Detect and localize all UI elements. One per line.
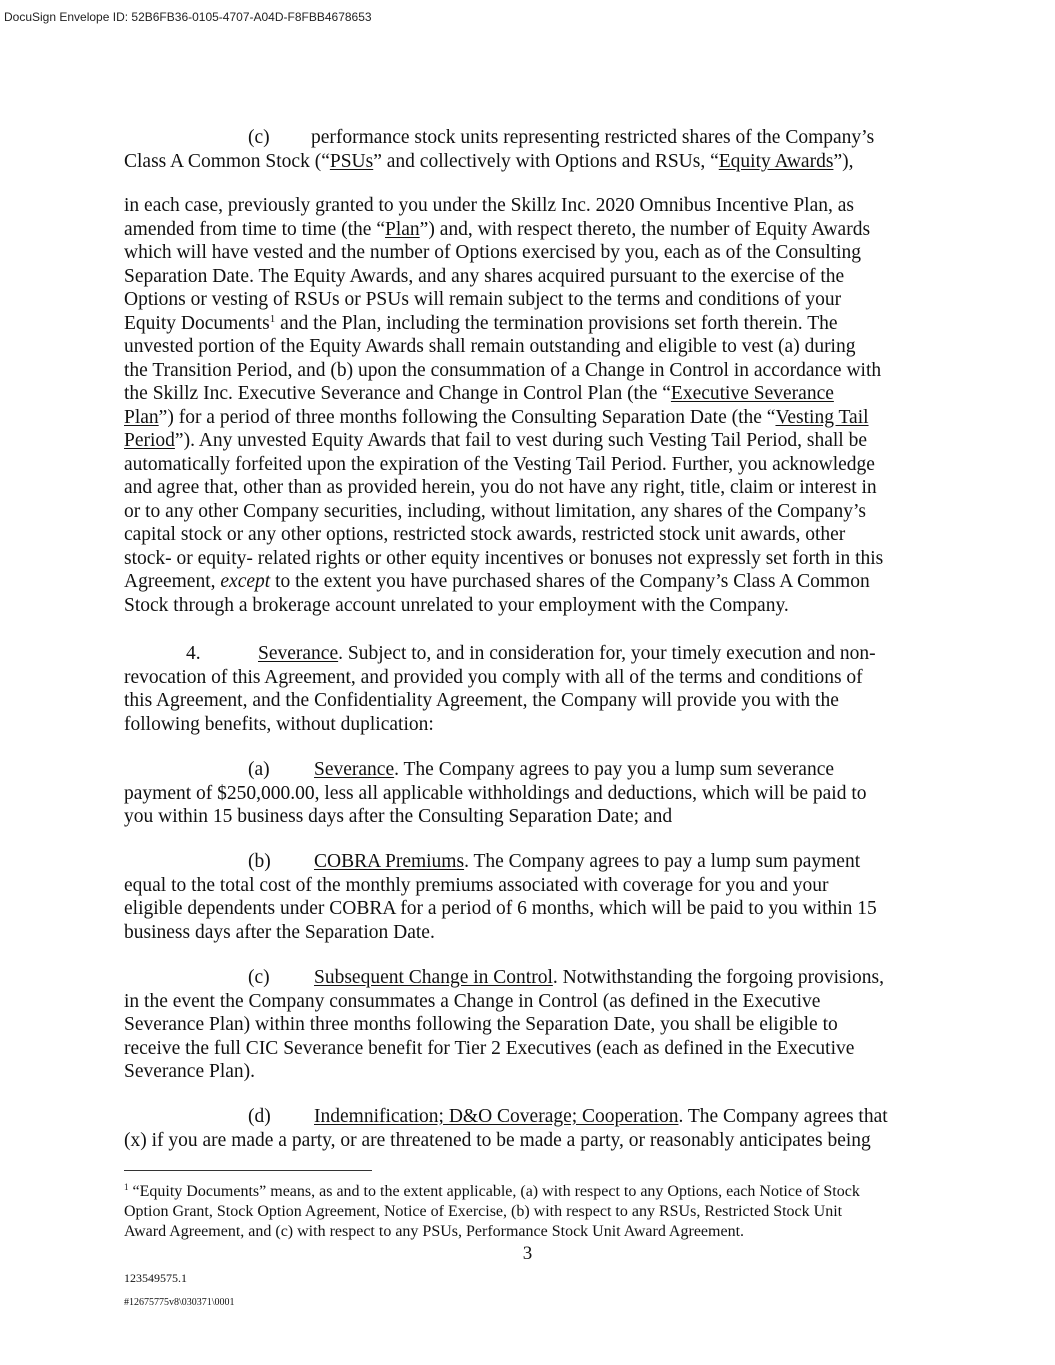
text-line	[124, 990, 884, 1014]
text-line	[124, 335, 883, 359]
text-run: ”). Any unvested Equity Awards that fail to vest during such Vesting Tail Period, shall be	[174, 430, 867, 451]
paragraph-label: (d)	[248, 1106, 271, 1127]
text-run: eligible dependents under COBRA for a period of 6 months, which will be paid to you within 15	[124, 898, 877, 919]
text-run: . Notwithstanding the forgoing provisions,	[552, 967, 884, 988]
defined-term: Subsequent Change in Control	[314, 967, 553, 988]
text-run: equal to the total cost of the monthly premiums associated with coverage for you and your	[124, 874, 829, 896]
text-run: (x) if you are made a party, or are threatened to be made a party, or reasonably anticipates being	[124, 1129, 871, 1151]
text-run: the Skillz Inc. Executive Severance and Change in Control Plan (the “	[124, 383, 671, 404]
defined-term: Executive Severance	[670, 383, 834, 404]
text-run: ”) and, with respect thereto, the number of Equity Awards	[419, 218, 871, 240]
text-line	[124, 194, 883, 218]
paragraph	[124, 642, 876, 736]
text-run: capital stock or any other options, restricted stock awards, restricted stock unit awards, other	[124, 524, 846, 545]
text-line	[124, 241, 883, 265]
text-run: Severance Plan) within three months following the Separation Date, you shall be eligible to	[124, 1014, 838, 1035]
text-line	[124, 758, 867, 782]
text-run: Equity Documents	[124, 312, 270, 334]
text-line	[124, 570, 883, 594]
text-run: amended from time to time (the “	[124, 218, 385, 240]
footnote-divider	[124, 1170, 372, 1171]
paragraph-label: (a)	[248, 759, 270, 780]
defined-term: Severance	[314, 759, 395, 780]
text-line	[124, 476, 883, 500]
text-run: and agree that, other than as provided herein, you do not have any right, title, claim or interest in	[124, 477, 877, 498]
paragraph	[124, 966, 884, 1084]
text-line	[124, 429, 883, 453]
text-line	[124, 666, 876, 690]
text-line	[124, 312, 883, 336]
text-line	[124, 406, 883, 430]
text-line	[124, 805, 867, 829]
text-line	[124, 642, 876, 666]
text-run: Option Grant, Stock Option Agreement, Notice of Exercise, (b) with respect to any RSUs, Restricted Stock Unit	[124, 1203, 843, 1220]
text-run: revocation of this Agreement, and provided you comply with all of the terms and conditions of	[124, 666, 863, 688]
text-run: ” and collectively with Options and RSUs, “	[373, 150, 719, 172]
text-run: Options or vesting of RSUs or PSUs will remain subject to the terms and conditions of your	[124, 289, 842, 310]
text-run: ”) for a period of three months following the Consulting Separation Date (the “	[158, 406, 776, 428]
text-line	[124, 218, 883, 242]
text-line	[124, 500, 883, 524]
page-number: 3	[522, 1243, 533, 1264]
document-reference: #12675775v8\030371\0001	[124, 1297, 235, 1308]
text-run: following benefits, without duplication:	[124, 713, 434, 735]
text-line	[124, 1060, 884, 1084]
text-run: Agreement,	[124, 571, 221, 592]
text-line	[124, 1129, 888, 1153]
text-run: stock- or equity- related rights or other equity incentives or bonuses not expressly set forth in this	[124, 547, 884, 569]
text-run: Severance Plan).	[124, 1061, 256, 1082]
text-run: and the Plan, including the termination provisions set forth therein. The	[275, 312, 838, 334]
text-line	[124, 897, 877, 921]
defined-term: COBRA Premiums	[314, 851, 465, 872]
text-run: Class A Common Stock (“	[124, 150, 330, 172]
text-line	[124, 850, 877, 874]
text-run: in each case, previously granted to you under the Skillz Inc. 2020 Omnibus Incentive Plan, as	[124, 195, 854, 216]
paragraph	[124, 194, 883, 617]
paragraph-label: (c)	[248, 967, 270, 988]
text-line	[124, 1105, 888, 1129]
text-line	[124, 874, 877, 898]
text-line	[124, 1013, 884, 1037]
text-run: ”),	[833, 150, 854, 172]
defined-term: Equity Awards	[718, 150, 834, 172]
defined-term: Plan	[385, 218, 420, 240]
footnote	[124, 1182, 860, 1242]
text-line	[124, 150, 874, 174]
text-run: which will have vested and the number of Options exercised by you, each as of the Consulting	[124, 242, 862, 263]
text-run: . The Company agrees that	[678, 1106, 888, 1127]
paragraph	[124, 126, 874, 173]
paragraph-label: (c)	[248, 127, 270, 148]
text-run: performance stock units representing restricted shares of the Company’s	[311, 127, 875, 148]
text-line	[124, 921, 877, 945]
text-line	[124, 453, 883, 477]
text-run: automatically forfeited upon the expiration of the Vesting Tail Period. Further, you acknowledge	[124, 453, 875, 475]
document-id: 123549575.1	[124, 1271, 187, 1285]
footnote-marker: 1	[124, 1182, 129, 1192]
text-run: this Agreement, and the Confidentiality Agreement, the Company will provide you with the	[124, 690, 839, 711]
text-line	[124, 126, 874, 150]
text-run: . Subject to, and in consideration for, your timely execution and non-	[338, 643, 876, 664]
paragraph	[124, 758, 867, 829]
text-line	[124, 713, 876, 737]
text-line	[124, 547, 883, 571]
text-line	[124, 1222, 860, 1242]
emphasis-text: except	[220, 571, 271, 592]
text-run: you within 15 business days after the Consulting Separation Date; and	[124, 806, 673, 827]
defined-term: Plan	[124, 406, 159, 428]
text-line	[124, 1182, 860, 1202]
text-run: the Transition Period, and (b) upon the consummation of a Change in Control in accordance with	[124, 359, 882, 381]
defined-term: Severance	[258, 643, 339, 664]
text-run: Award Agreement, and (c) with respect to any PSUs, Performance Stock Unit Award Agreement.	[124, 1223, 745, 1240]
defined-term: PSUs	[329, 150, 374, 172]
paragraph	[124, 850, 877, 944]
defined-term: Period	[124, 430, 175, 451]
text-run: “Equity Documents” means, as and to the extent applicable, (a) with respect to any Options, each Notice of Stock	[128, 1183, 860, 1200]
paragraph-label: (b)	[248, 851, 271, 872]
text-line	[124, 782, 867, 806]
text-run: . The Company agrees to pay a lump sum payment	[464, 851, 861, 872]
defined-term: Vesting Tail	[775, 406, 869, 428]
text-run: in the event the Company consummates a Change in Control (as defined in the Executive	[124, 990, 821, 1012]
text-line	[124, 288, 883, 312]
paragraph	[124, 1105, 888, 1152]
text-line	[124, 966, 884, 990]
text-run: receive the full CIC Severance benefit for Tier 2 Executives (each as defined in the Executive	[124, 1037, 855, 1059]
footnote-marker: 1	[269, 312, 276, 325]
text-run: . The Company agrees to pay you a lump sum severance	[394, 759, 835, 780]
text-line	[124, 594, 883, 618]
text-line	[124, 359, 883, 383]
text-line	[124, 265, 883, 289]
text-run: Stock through a brokerage account unrelated to your employment with the Company.	[124, 594, 789, 616]
text-line	[124, 523, 883, 547]
text-line	[124, 689, 876, 713]
text-run: business days after the Separation Date.	[124, 921, 435, 943]
defined-term: Indemnification; D&O Coverage; Cooperation	[314, 1106, 679, 1127]
text-line	[124, 382, 883, 406]
text-run: to the extent you have purchased shares of the Company’s Class A Common	[270, 571, 870, 592]
text-run: unvested portion of the Equity Awards shall remain outstanding and eligible to vest (a) during	[124, 336, 856, 357]
paragraph-label: 4.	[186, 643, 201, 664]
text-run: Separation Date. The Equity Awards, and any shares acquired pursuant to the exercise of the	[124, 265, 845, 287]
text-run: or to any other Company securities, including, without limitation, any shares of the Company’s	[124, 500, 866, 522]
text-run: payment of $250,000.00, less all applicable withholdings and deductions, which will be paid to	[124, 782, 867, 804]
docusign-envelope-id: DocuSign Envelope ID: 52B6FB36-0105-4707-A04D-F8FBB4678653	[4, 10, 372, 24]
text-line	[124, 1037, 884, 1061]
text-line	[124, 1202, 860, 1222]
